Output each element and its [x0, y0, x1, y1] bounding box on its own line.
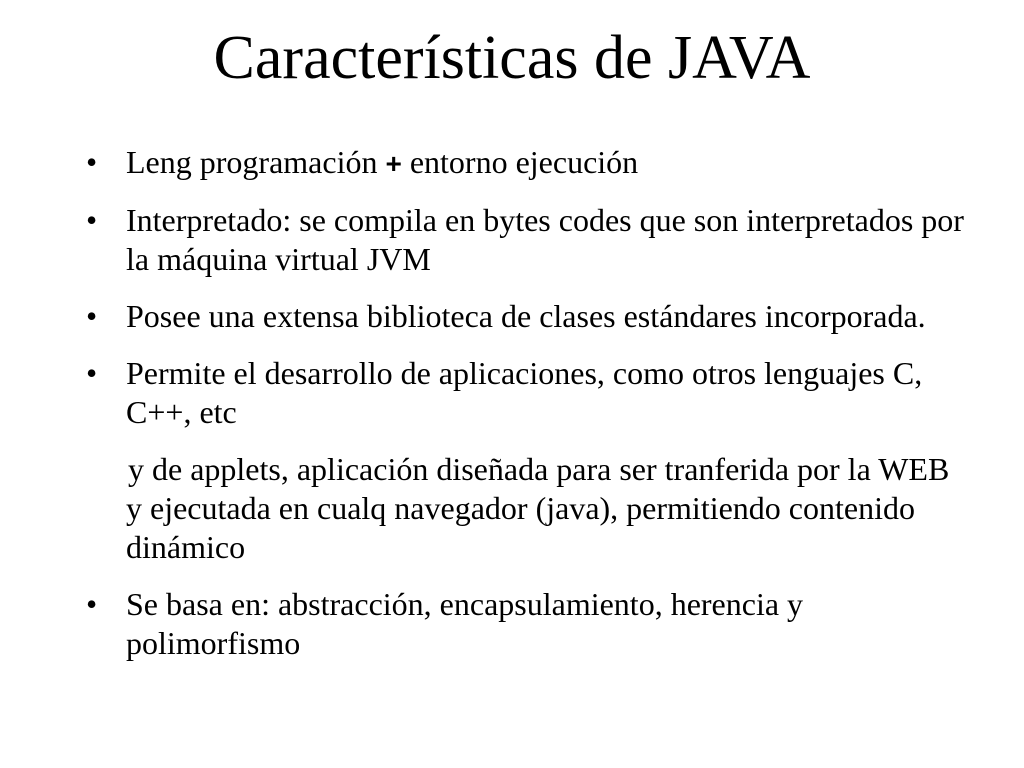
- slide-title: Características de JAVA: [213, 24, 811, 92]
- bullet-text: Leng programación: [126, 144, 386, 180]
- bullet-icon: •: [86, 144, 98, 180]
- bullet-icon: •: [86, 298, 98, 334]
- bullet-text: Se basa en: abstracción, encapsulamiento, herencia y polimorfismo: [126, 586, 804, 661]
- bullet-text: Posee una extensa biblioteca de clases estándares incorporada.: [126, 298, 926, 334]
- bullet-list: [84, 143, 964, 681]
- bullet-text: Interpretado: se compila en bytes codes que son interpretados por la máquina virtual JVM: [126, 202, 964, 277]
- bullet-item-library: [84, 297, 964, 336]
- applets-paragraph: y de applets, aplicación diseñada para ser tranferida por la WEB y ejecutada en cualq navegador (java), permitiendo contenido dinámico: [126, 451, 950, 565]
- bullet-icon: •: [86, 202, 98, 238]
- bullet-item-environment: [84, 143, 964, 183]
- bullet-item-oop-principles: [84, 585, 964, 663]
- bullet-item-interpreted: [84, 201, 964, 279]
- bullet-icon: •: [86, 586, 98, 622]
- bullet-text: Permite el desarrollo de aplicaciones, como otros lenguajes C, C++, etc: [126, 355, 923, 430]
- plus-sign: +: [385, 148, 402, 179]
- bullet-text: entorno ejecución: [401, 144, 639, 180]
- bullet-item-applications: [84, 354, 964, 432]
- bullet-icon: •: [86, 355, 98, 391]
